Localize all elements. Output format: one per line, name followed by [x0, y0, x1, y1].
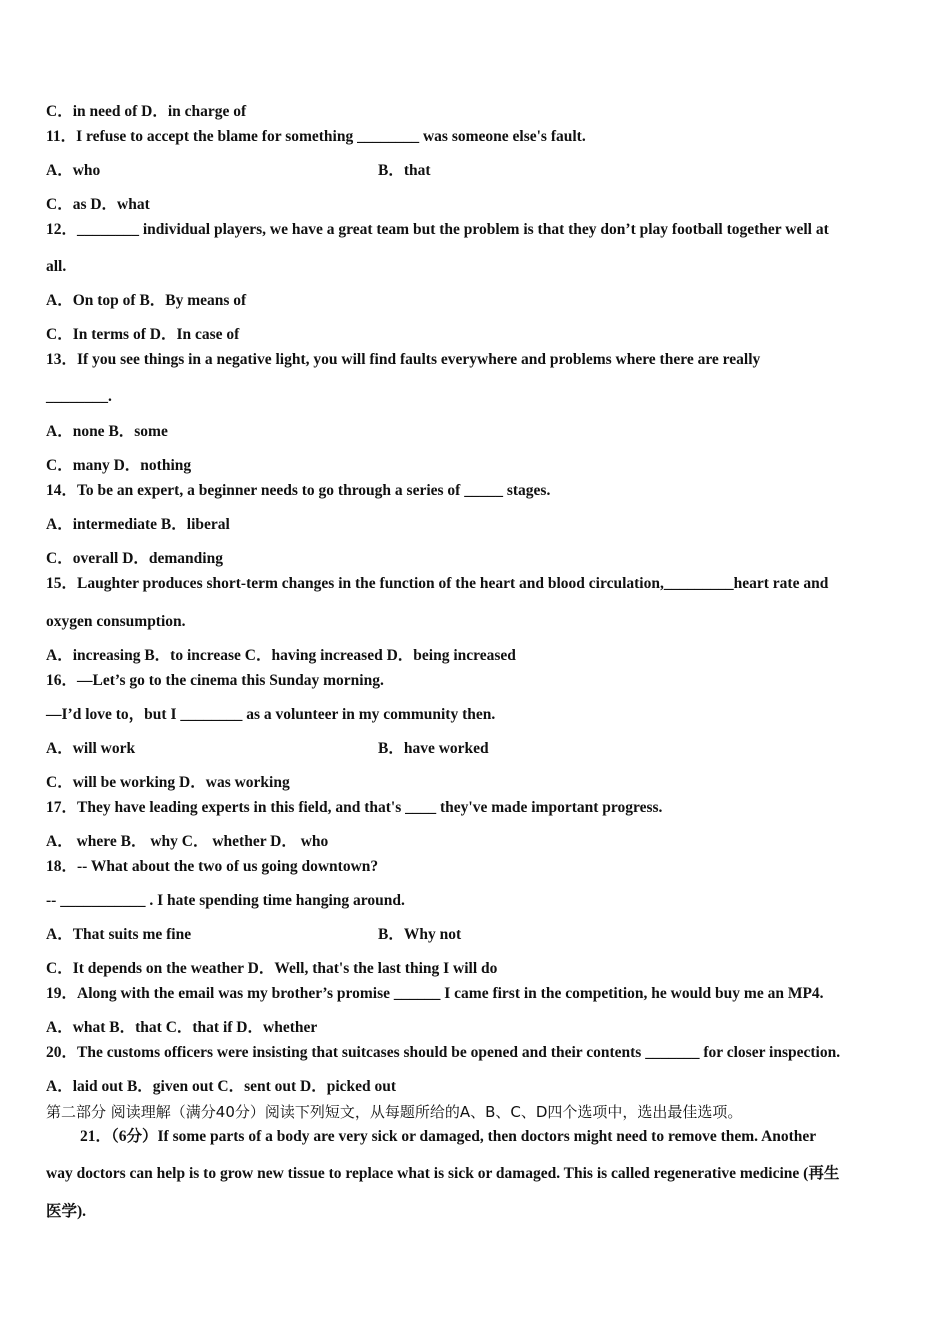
- section-heading: 第二部分 阅读理解（满分40分）阅读下列短文，从每题所给的A、B、C、D四个选项中，选出最佳选项。: [46, 1103, 743, 1121]
- q11-option-a: A．who: [46, 162, 101, 179]
- q13-stem-cont: ________.: [46, 388, 112, 405]
- q15-stem-cont: oxygen consumption.: [46, 613, 186, 630]
- q12-options-cd: C．In terms of D．In case of: [46, 326, 240, 343]
- q12-stem-cont: all.: [46, 258, 67, 275]
- q11-stem: 11．I refuse to accept the blame for something ________ was someone else's fault.: [46, 128, 586, 145]
- q16-stem: 16．—Let’s go to the cinema this Sunday morning.: [46, 672, 384, 689]
- q19-options: A．what B．that C．that if D．whether: [46, 1019, 318, 1036]
- q20-options: A．laid out B．given out C．sent out D．picked out: [46, 1078, 397, 1095]
- q17-options: A． where B． why C． whether D． who: [46, 833, 329, 850]
- q20-stem: 20．The customs officers were insisting that suitcases should be opened and their contents _______ for closer inspection.: [46, 1044, 841, 1061]
- q21-passage-line-2: way doctors can help is to grow new tissue to replace what is sick or damaged. This is called regenerative medicine (再生: [46, 1165, 840, 1182]
- q14-stem: 14．To be an expert, a beginner needs to go through a series of _____ stages.: [46, 482, 551, 499]
- q21-passage-line-1: 21．（6分）If some parts of a body are very sick or damaged, then doctors might need to remove them. Another: [80, 1128, 817, 1145]
- q10-options-cd: C．in need of D．in charge of: [46, 103, 247, 120]
- q16-option-a: A．will work: [46, 740, 136, 757]
- q18-options-cd: C．It depends on the weather D．Well, that's the last thing I will do: [46, 960, 498, 977]
- q13-stem: 13．If you see things in a negative light, you will find faults everywhere and problems where there are really: [46, 351, 761, 368]
- q18-stem-cont: -- ___________ . I hate spending time hanging around.: [46, 892, 405, 909]
- q12-options-ab: A．On top of B．By means of: [46, 292, 247, 309]
- q11-options-cd: C．as D．what: [46, 196, 150, 213]
- q16-stem-cont: —I’d love to，but I ________ as a volunteer in my community then.: [46, 706, 496, 723]
- q14-options-cd: C．overall D．demanding: [46, 550, 223, 567]
- q18-option-b: B．Why not: [378, 926, 462, 943]
- q13-options-cd: C．many D．nothing: [46, 457, 192, 474]
- q13-options-ab: A．none B．some: [46, 423, 168, 440]
- q14-options-ab: A．intermediate B．liberal: [46, 516, 230, 533]
- q17-stem: 17．They have leading experts in this field, and that's ____ they've made important progress.: [46, 799, 663, 816]
- q16-options-cd: C．will be working D．was working: [46, 774, 290, 791]
- q11-option-b: B．that: [378, 162, 431, 179]
- q15-options: A．increasing B．to increase C．having increased D．being increased: [46, 647, 516, 664]
- q16-option-b: B．have worked: [378, 740, 489, 757]
- q19-stem: 19．Along with the email was my brother’s promise ______ I came first in the competition, he would buy me an MP4.: [46, 985, 824, 1002]
- q15-stem: 15．Laughter produces short-term changes in the function of the heart and blood circulation,_________heart rate and: [46, 575, 829, 592]
- q12-stem: 12．________ individual players, we have a great team but the problem is that they don’t play football together well at: [46, 221, 829, 238]
- q21-passage-line-3: 医学).: [46, 1203, 87, 1220]
- q18-option-a: A．That suits me fine: [46, 926, 192, 943]
- q18-stem: 18．-- What about the two of us going downtown?: [46, 858, 379, 875]
